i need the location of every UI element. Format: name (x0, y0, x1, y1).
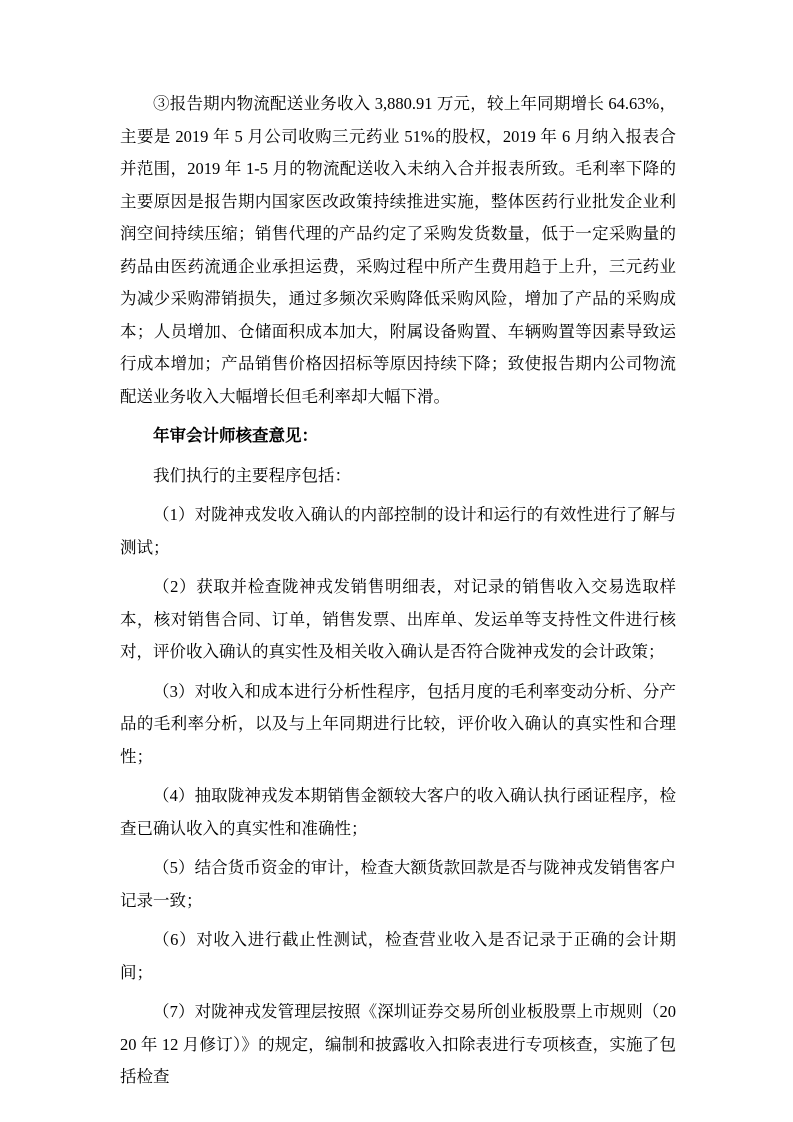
paragraph: 我们执行的主要程序包括： (153, 465, 351, 485)
paragraph: （7）对陇神戎发管理层按照《深圳证券交易所创业板股票上市规则（2020 年 12 月修订）》的规定，编制和披露收入扣除表进行专项核查，实施了包括检查 (120, 1002, 676, 1086)
paragraph: （4）抽取陇神戎发本期销售金额较大客户的收入确认执行函证程序，检查已确认收入的真实性和准确性； (120, 786, 676, 838)
paragraph: （6）对收入进行截止性测试，检查营业收入是否记录于正确的会计期间； (120, 930, 676, 982)
paragraph: （1）对陇神戎发收入确认的内部控制的设计和运行的有效性进行了解与测试； (120, 505, 676, 557)
document-body (120, 88, 676, 1094)
paragraph: ③报告期内物流配送业务收入 3,880.91 万元，较上年同期增长 64.63%，主要是 2019 年 5 月公司收购三元药业 51%的股权，2019 年 6 月纳入报表合并范围，2019 年 1-5 月的物流配送收入未纳入合并报表所致。毛利率下降的主要原因是报告期内国家医改政策持续推进实施，整体医药行业批发企业利润空间持续压缩；销售代理的产品约定了采购发货数量，低于一定采购量的药品由医药流通企业承担运费，采购过程中所产生费用趋于上升，三元药业为减少采购滞销损失，通过多频次采购降低采购风险，增加了产品的采购成本；人员增加、仓储面积成本加大，附属设备购置、车辆购置等因素导致运行成本增加；产品销售价格因招标等原因持续下降；致使报告期内公司物流配送业务收入大幅增长但毛利率却大幅下滑。 (120, 94, 676, 406)
paragraph: （5）结合货币资金的审计，检查大额货款回款是否与陇神戎发销售客户记录一致； (120, 858, 676, 910)
paragraph: （2）获取并检查陇神戎发销售明细表，对记录的销售收入交易选取样本，核对销售合同、订单，销售发票、出库单、发运单等支持性文件进行核对，评价收入确认的真实性及相关收入确认是否符合陇神戎发的会计政策； (120, 577, 676, 661)
section-heading: 年审会计师核查意见： (153, 426, 318, 445)
paragraph: （3）对收入和成本进行分析性程序，包括月度的毛利率变动分析、分产品的毛利率分析，以及与上年同期进行比较，评价收入确认的真实性和合理性； (120, 681, 676, 766)
